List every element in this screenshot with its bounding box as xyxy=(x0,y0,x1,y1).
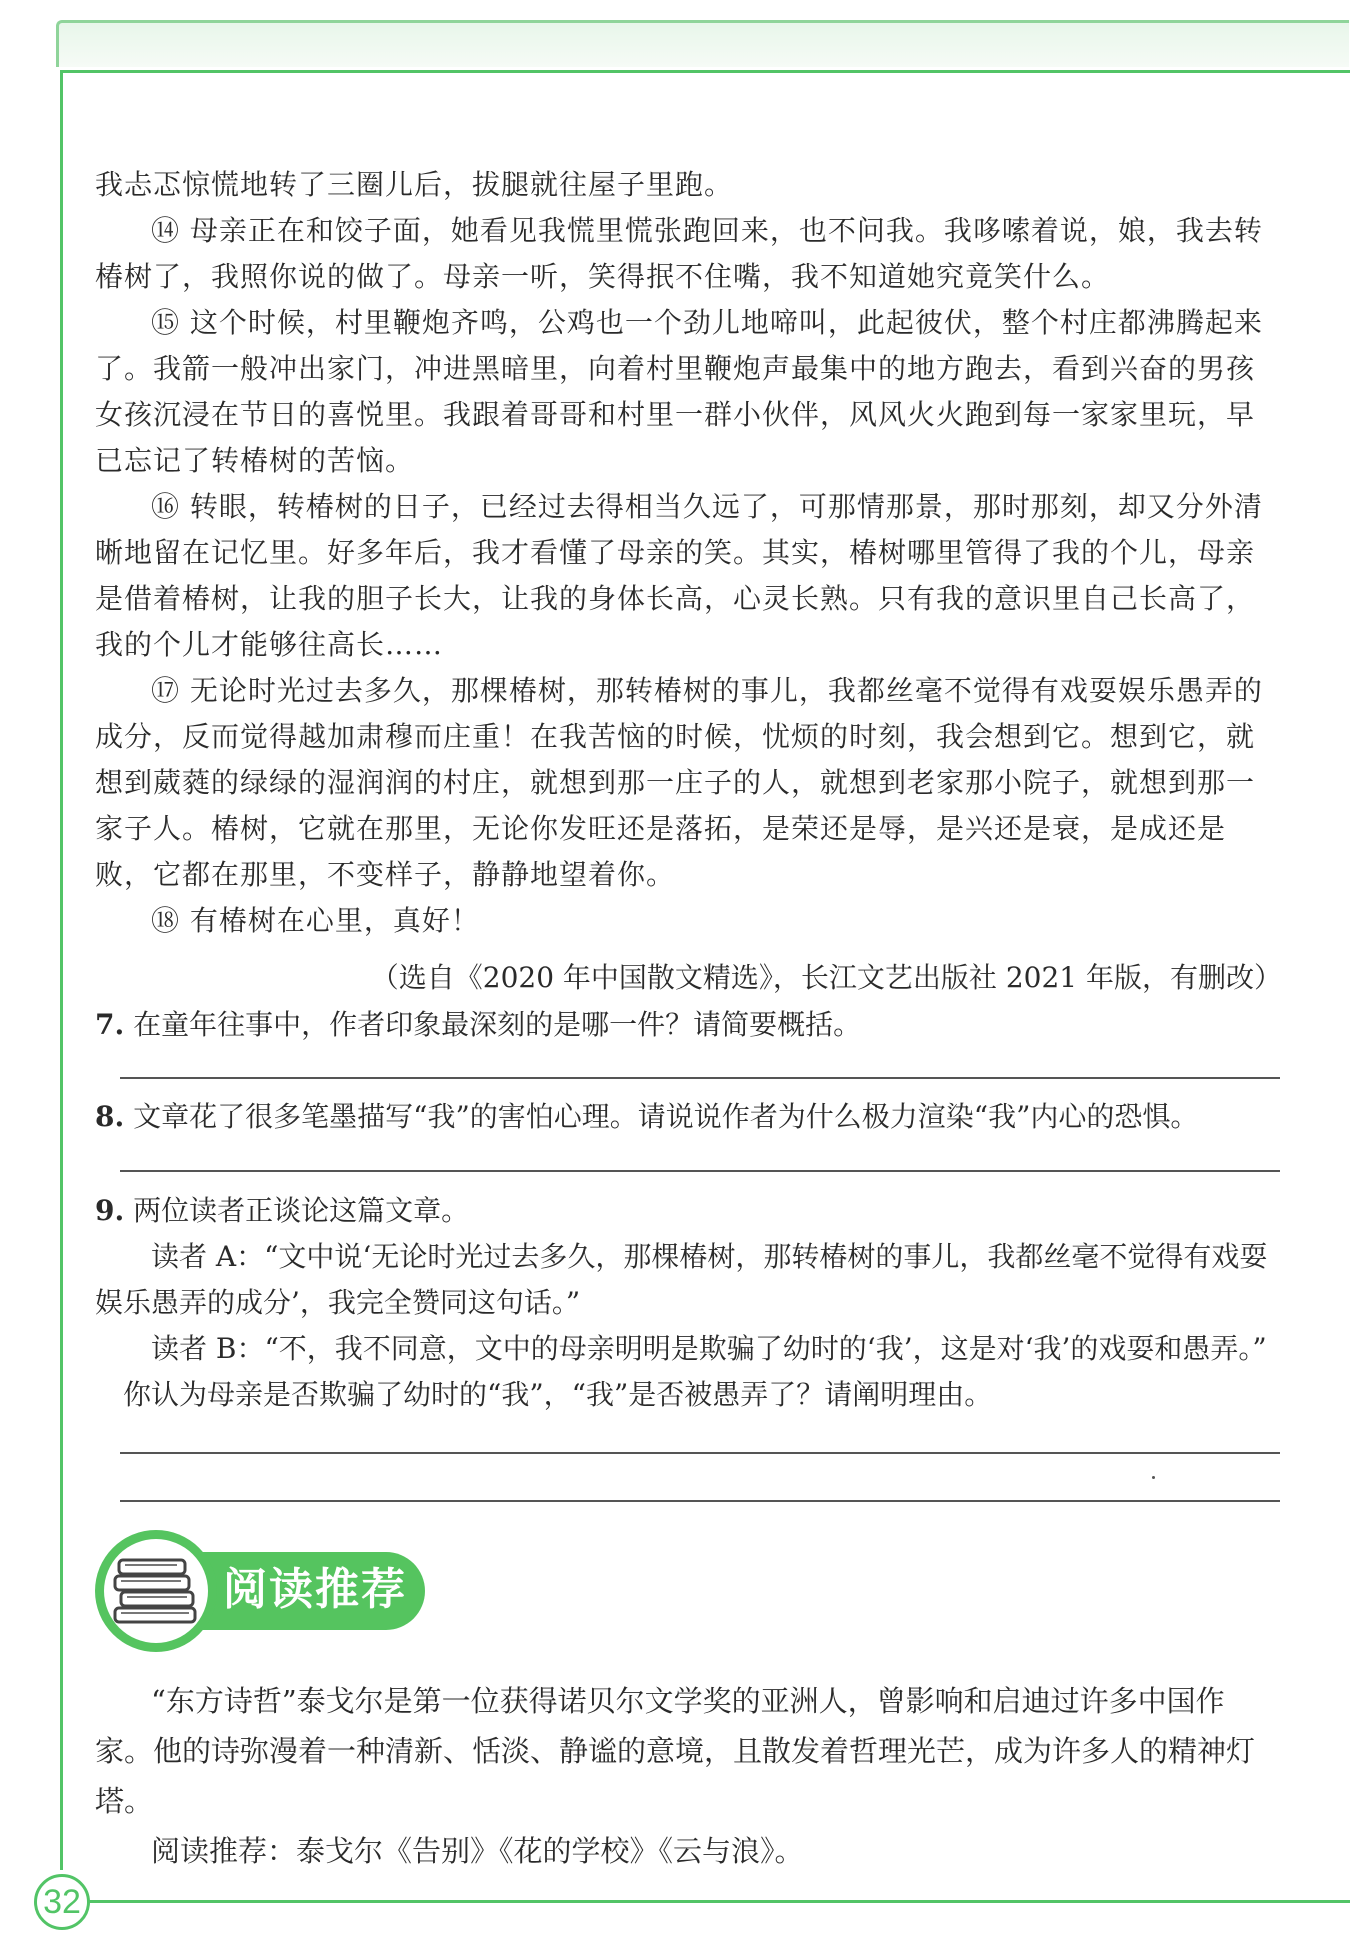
recommendation-list: 阅读推荐：泰戈尔《告别》《花的学校》《云与浪》。 xyxy=(151,1834,804,1868)
paragraph-15: ⑮ 这个时候，村里鞭炮齐鸣，公鸡也一个劲儿地啼叫，此起彼伏，整个村庄都沸腾起来了。我箭一般冲出家门，冲进黑暗里，向着村里鞭炮声最集中的地方跑去，看到兴奋的男孩女孩沉浸在节日的喜悦里。我跟着哥哥和村里一群小伙伴，风风火火跑到每一家家里玩，早已忘记了转椿树的苦恼。 xyxy=(95,306,1263,477)
question-9-text: 两位读者正谈论这篇文章。 xyxy=(133,1194,470,1227)
question-7-number: 7. xyxy=(95,1008,125,1041)
recommendation-text xyxy=(95,1676,1280,1876)
question-8-number: 8. xyxy=(95,1100,125,1133)
reader-a-comment: 读者 A：“文中说‘无论时光过去多久，那棵椿树，那转椿树的事儿，我都丝毫不觉得有戏耍娱乐愚弄的成分’，我完全赞同这句话。” xyxy=(95,1240,1268,1319)
recommendation-intro: “东方诗哲”泰戈尔是第一位获得诺贝尔文学奖的亚洲人，曾影响和启迪过许多中国作家。他的诗弥漫着一种清新、恬淡、静谧的意境，且散发着哲理光芒，成为许多人的精神灯塔。 xyxy=(95,1684,1256,1818)
banner-title: 阅读推荐 xyxy=(223,1564,407,1615)
answer-line-q7[interactable] xyxy=(120,1077,1280,1079)
paragraph-14: ⑭ 母亲正在和饺子面，她看见我慌里慌张跑回来，也不问我。我哆嗦着说，娘，我去转椿树了，我照你说的做了。母亲一听，笑得抿不住嘴，我不知道她究竟笑什么。 xyxy=(95,214,1263,293)
question-8-text: 文章花了很多笔墨描写“我”的害怕心理。请说说作者为什么极力渲染“我”内心的恐惧。 xyxy=(133,1100,1199,1133)
stray-dot xyxy=(1152,1476,1155,1479)
header-band xyxy=(56,20,1349,67)
banner-circle-inner xyxy=(104,1539,208,1643)
paragraph-17: ⑰ 无论时光过去多久，那棵椿树，那转椿树的事儿，我都丝毫不觉得有戏耍娱乐愚弄的成分，反而觉得越加肃穆而庄重！在我苦恼的时候，忧烦的时刻，我会想到它。想到它，就想到葳蕤的绿绿的湿润润的村庄，就想到那一庄子的人，就想到老家那小院子，就想到那一家子人。椿树，它就在那里，无论你发旺还是落拓，是荣还是辱，是兴还是衰，是成还是败，它都在那里，不变样子，静静地望着你。 xyxy=(95,674,1263,891)
source-citation: （选自《2020 年中国散文精选》，长江文艺出版社 2021 年版，有删改） xyxy=(370,961,1282,994)
answer-line-q8[interactable] xyxy=(120,1170,1280,1172)
question-9-prompt: 你认为母亲是否欺骗了幼时的“我”，“我”是否被愚弄了？请阐明理由。 xyxy=(123,1378,993,1411)
question-7-text: 在童年往事中，作者印象最深刻的是哪一件？请简要概括。 xyxy=(133,1008,862,1041)
banner-circle xyxy=(95,1530,217,1652)
reader-b-comment: 读者 B：“不，我不同意，文中的母亲明明是欺骗了幼时的‘我’，这是对‘我’的戏耍和愚弄。” xyxy=(151,1332,1267,1365)
frame-bottom-line xyxy=(86,1900,1350,1903)
frame-top-line xyxy=(60,70,1350,73)
reading-recommendation-banner xyxy=(95,1530,415,1652)
question-7 xyxy=(95,1002,1280,1048)
question-9 xyxy=(95,1188,1280,1418)
page-number: 32 xyxy=(34,1874,90,1930)
answer-line-q9-1[interactable] xyxy=(120,1452,1280,1454)
books-icon xyxy=(113,1556,199,1626)
story-text xyxy=(95,162,1280,944)
paragraph-13-end: 我忐忑惊慌地转了三圈儿后，拔腿就往屋子里跑。 xyxy=(95,168,734,201)
paragraph-18: ⑱ 有椿树在心里，真好！ xyxy=(151,904,480,937)
frame-left-line xyxy=(60,70,63,1870)
paragraph-16: ⑯ 转眼，转椿树的日子，已经过去得相当久远了，可那情那景，那时那刻，却又分外清晰地留在记忆里。好多年后，我才看懂了母亲的笑。其实，椿树哪里管得了我的个儿，母亲是借着椿树，让我的胆子长大，让我的身体长高，心灵长熟。只有我的意识里自己长高了，我的个儿才能够往高长…… xyxy=(95,490,1263,661)
question-8 xyxy=(95,1094,1280,1140)
answer-line-q9-2[interactable] xyxy=(120,1500,1280,1502)
question-9-number: 9. xyxy=(95,1194,125,1227)
